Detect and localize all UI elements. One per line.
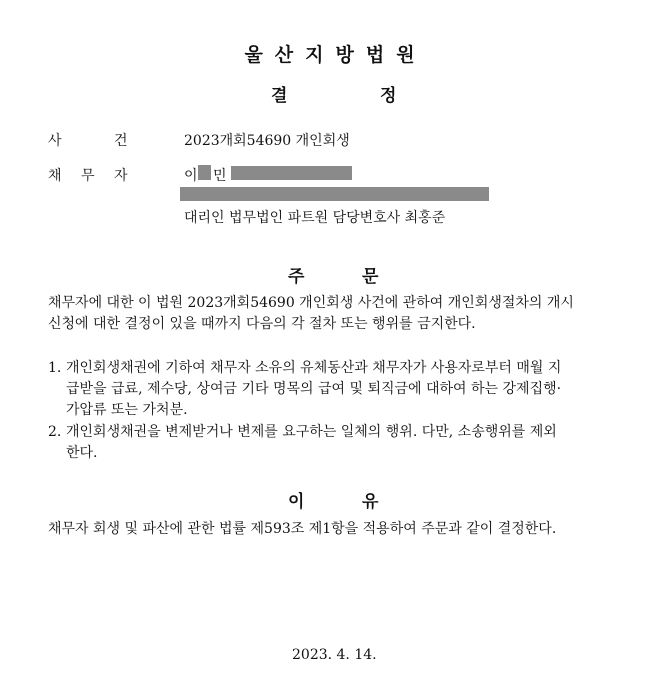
order-intro-line: 채무자에 대한 이 법원 2023개회54690 개인회생 사건에 관하여 개인회생절차의 개시	[48, 295, 574, 311]
order-intro-line: 신청에 대한 결정이 있을 때까지 다음의 각 절차 또는 행위를 금지한다.	[48, 316, 476, 332]
document-type-char: 정	[380, 86, 397, 106]
debtor-name-mid: 민	[213, 168, 227, 184]
order-intro	[48, 293, 574, 335]
debtor-name-prefix: 이	[184, 168, 198, 184]
order-heading-char: 문	[362, 267, 379, 287]
debtor-label-char: 채	[48, 168, 62, 184]
reason-text: 채무자 회생 및 파산에 관한 법률 제593조 제1항을 적용하여 주문과 같이 결정한다.	[48, 521, 557, 537]
redacted-address-block	[180, 187, 489, 201]
reason-heading-char: 유	[362, 492, 379, 512]
order-item-line: 개인회생채권에 기하여 채무자 소유의 유체동산과 채무자가 사용자로부터 매월 지	[66, 360, 562, 376]
court-name: 울산지방법원	[244, 44, 427, 66]
order-item-line: 급받을 급료, 제수당, 상여금 기타 명목의 급여 및 퇴직금에 대하여 하는 강제집행·	[66, 381, 562, 397]
document-type-char: 결	[271, 86, 288, 106]
representative: 대리인 법무법인 파트원 담당변호사 최홍준	[184, 210, 446, 226]
case-number: 2023개회54690 개인회생	[184, 133, 350, 149]
debtor-label-char: 무	[81, 168, 95, 184]
case-label-char: 건	[114, 133, 128, 149]
reason-heading-char: 이	[288, 492, 305, 512]
case-label-char: 사	[48, 133, 62, 149]
redacted-name-block	[198, 165, 211, 180]
redacted-identifier-block	[231, 166, 352, 180]
decision-date: 2023. 4. 14.	[292, 647, 377, 663]
order-item-1	[66, 358, 561, 421]
order-item-number: 1.	[48, 360, 62, 376]
order-heading-char: 주	[288, 267, 305, 287]
order-item-2	[66, 422, 557, 464]
order-item-line: 가압류 또는 가처분.	[66, 402, 188, 418]
order-item-number: 2.	[48, 424, 62, 440]
order-item-line: 개인회생채권을 변제받거나 변제를 요구하는 일체의 행위. 다만, 소송행위를 제외	[66, 424, 557, 440]
debtor-label-char: 자	[114, 168, 128, 184]
order-item-line: 한다.	[66, 445, 98, 461]
